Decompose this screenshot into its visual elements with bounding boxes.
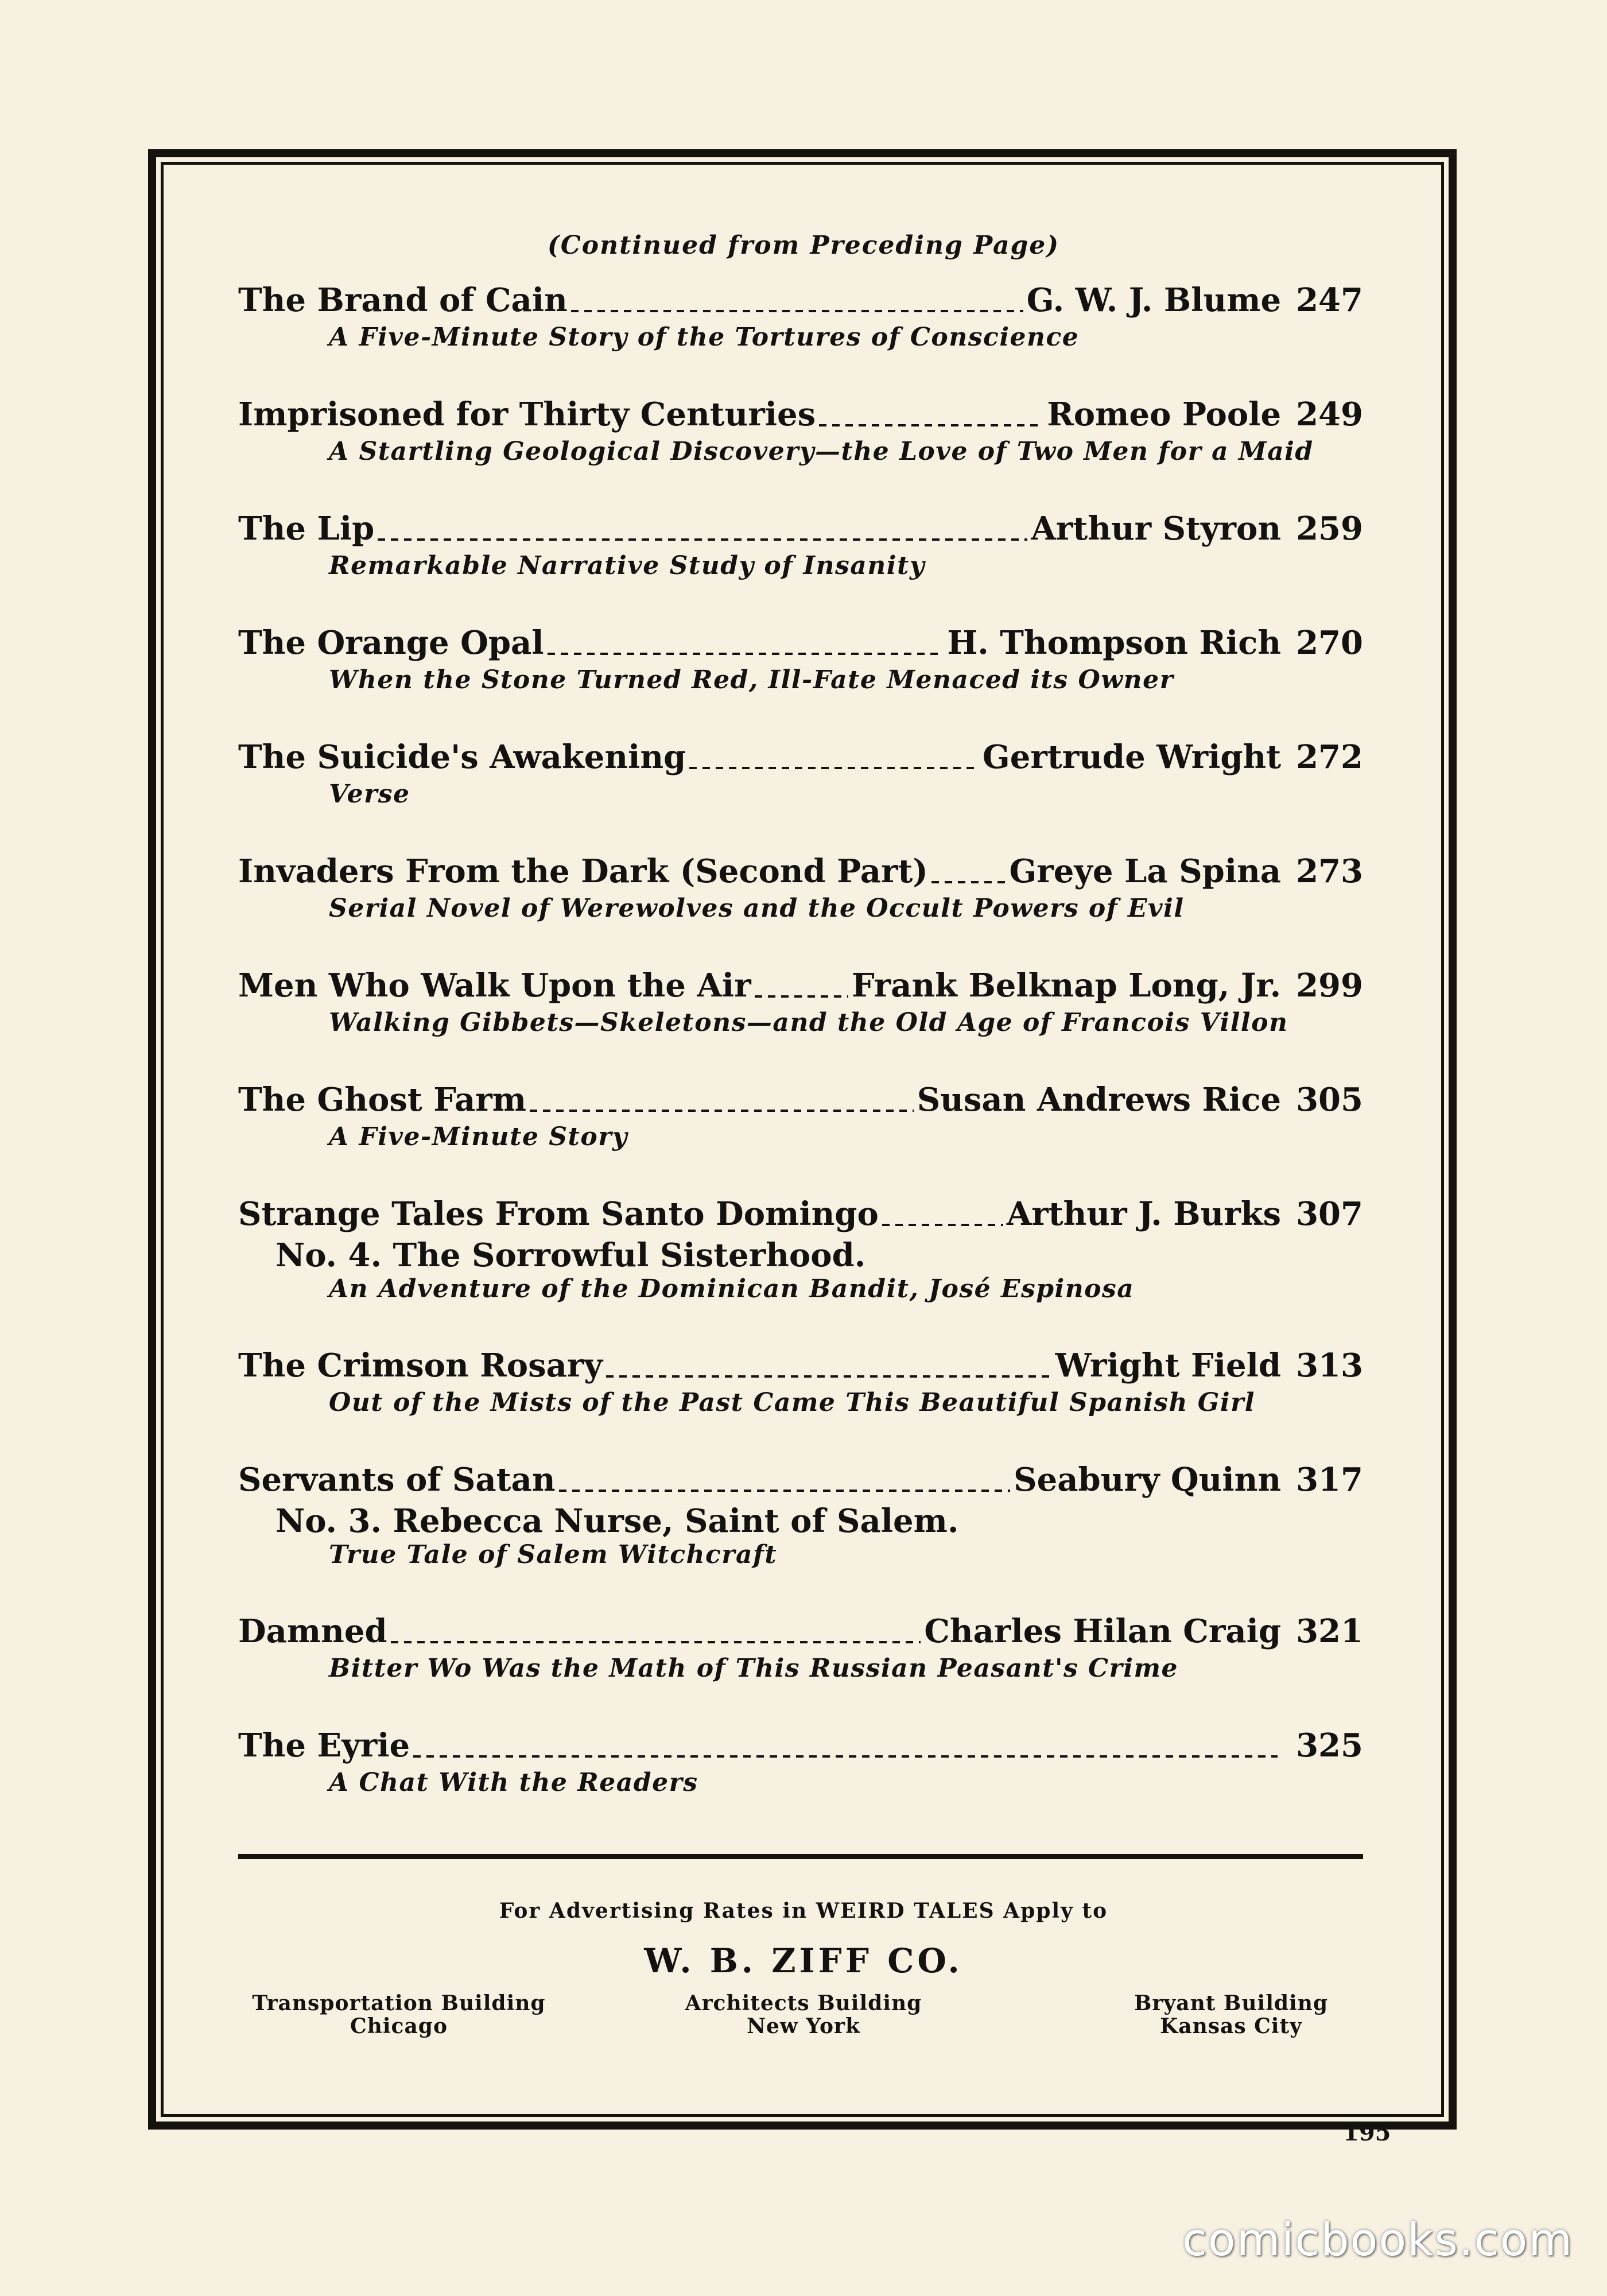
story-page: 273 (1296, 852, 1363, 890)
story-title: Men Who Walk Upon the Air (238, 967, 751, 1004)
toc-entry[interactable] (238, 738, 1363, 852)
story-page: 307 (1296, 1195, 1363, 1233)
story-page: 321 (1296, 1612, 1363, 1650)
divider-rule (238, 1854, 1363, 1859)
story-title: The Ghost Farm (238, 1081, 527, 1119)
story-author: Gertrude Wright (982, 738, 1282, 776)
story-description: Walking Gibbets—Skeletons—and the Old Age of Francois Villon (329, 1008, 1288, 1037)
dot-leader (378, 538, 1027, 541)
office-building: Bryant Building (1134, 1991, 1329, 2015)
story-page: 313 (1296, 1347, 1363, 1384)
dot-leader (559, 1490, 1011, 1492)
toc-entry[interactable] (238, 395, 1363, 510)
toc-entry[interactable] (238, 1461, 1363, 1612)
office-address (198, 1992, 600, 2038)
office-city: Kansas City (1159, 2014, 1303, 2038)
story-author: Romeo Poole (1047, 395, 1282, 433)
story-title: The Lip (238, 510, 375, 548)
toc-entry[interactable] (238, 624, 1363, 738)
story-description: When the Stone Turned Red, Ill-Fate Menaced its Owner (329, 665, 1174, 695)
dot-leader (606, 1375, 1052, 1378)
story-title: Invaders From the Dark (Second Part) (238, 852, 928, 890)
story-author: Wright Field (1055, 1347, 1282, 1384)
story-description: A Five-Minute Story of the Tortures of Conscience (329, 323, 1080, 352)
continued-note: (Continued from Preceding Page) (547, 231, 1060, 260)
story-description: A Five-Minute Story (329, 1122, 628, 1151)
story-title: Servants of Satan (238, 1461, 556, 1499)
dot-leader (530, 1110, 914, 1112)
story-description: Verse (329, 779, 410, 809)
toc-entry[interactable] (238, 1195, 1363, 1347)
story-page: 272 (1296, 738, 1363, 776)
story-author: Arthur J. Burks (1006, 1195, 1282, 1233)
office-address (603, 1992, 1004, 2038)
story-title: The Brand of Cain (238, 281, 568, 319)
toc-entry[interactable] (238, 281, 1363, 395)
story-author: G. W. J. Blume (1026, 281, 1282, 319)
story-title: The Crimson Rosary (238, 1347, 603, 1384)
story-author: Susan Andrews Rice (917, 1081, 1282, 1119)
story-title: Imprisoned for Thirty Centuries (238, 395, 816, 433)
story-description: True Tale of Salem Witchcraft (329, 1540, 778, 1569)
dot-leader (548, 653, 944, 655)
story-title: Strange Tales From Santo Domingo (238, 1195, 879, 1233)
office-city: New York (747, 2014, 860, 2038)
story-author: H. Thompson Rich (947, 624, 1282, 662)
dot-leader (391, 1641, 921, 1643)
story-page: 317 (1296, 1461, 1363, 1499)
story-description: A Startling Geological Discovery—the Love of Two Men for a Maid (329, 437, 1314, 466)
story-description: A Chat With the Readers (329, 1768, 698, 1797)
story-title: The Orange Opal (238, 624, 544, 662)
dot-leader (571, 310, 1023, 312)
story-subtitle: No. 3. Rebecca Nurse, Saint of Salem. (275, 1502, 959, 1540)
story-description: Out of the Mists of the Past Came This Beautiful Spanish Girl (329, 1388, 1255, 1417)
story-page: 299 (1296, 967, 1363, 1004)
story-title: Damned (238, 1612, 387, 1650)
dot-leader (819, 424, 1043, 426)
table-of-contents (238, 281, 1363, 1841)
story-page: 249 (1296, 395, 1363, 433)
dot-leader (882, 1224, 1003, 1226)
story-author: Charles Hilan Craig (924, 1612, 1282, 1650)
page-number: 195 (1343, 2119, 1391, 2146)
office-building: Transportation Building (252, 1991, 546, 2015)
story-title: The Eyrie (238, 1727, 410, 1764)
story-page: 259 (1296, 510, 1363, 548)
story-title: The Suicide's Awakening (238, 738, 686, 776)
office-address (1030, 1992, 1432, 2038)
story-subtitle: No. 4. The Sorrowful Sisterhood. (275, 1236, 866, 1274)
story-page: 270 (1296, 624, 1363, 662)
story-description: Serial Novel of Werewolves and the Occult Powers of Evil (329, 894, 1185, 923)
story-page: 325 (1296, 1727, 1363, 1764)
toc-entry[interactable] (238, 510, 1363, 624)
watermark: comicbooks.com (1182, 2214, 1574, 2266)
dot-leader (755, 995, 848, 998)
toc-entry[interactable] (238, 852, 1363, 967)
story-page: 247 (1296, 281, 1363, 319)
toc-entry[interactable] (238, 1081, 1363, 1195)
company-name: W. B. ZIFF CO. (644, 1941, 963, 1980)
story-description: Bitter Wo Was the Math of This Russian Peasant's Crime (329, 1654, 1178, 1683)
advertising-note: For Advertising Rates in WEIRD TALES Apply to (499, 1899, 1108, 1923)
toc-entry[interactable] (238, 1727, 1363, 1841)
dot-leader (931, 881, 1006, 883)
toc-entry[interactable] (238, 967, 1363, 1081)
story-description: An Adventure of the Dominican Bandit, José Espinosa (329, 1274, 1135, 1304)
story-author: Seabury Quinn (1014, 1461, 1282, 1499)
story-page: 305 (1296, 1081, 1363, 1119)
story-author: Greye La Spina (1009, 852, 1282, 890)
story-author: Frank Belknap Long, Jr. (851, 967, 1282, 1004)
story-description: Remarkable Narrative Study of Insanity (329, 551, 925, 580)
dot-leader (413, 1755, 1278, 1758)
dot-leader (689, 767, 979, 769)
office-building: Architects Building (685, 1991, 922, 2015)
story-author: Arthur Styron (1031, 510, 1282, 548)
toc-entry[interactable] (238, 1347, 1363, 1461)
office-city: Chicago (350, 2014, 448, 2038)
toc-entry[interactable] (238, 1612, 1363, 1727)
